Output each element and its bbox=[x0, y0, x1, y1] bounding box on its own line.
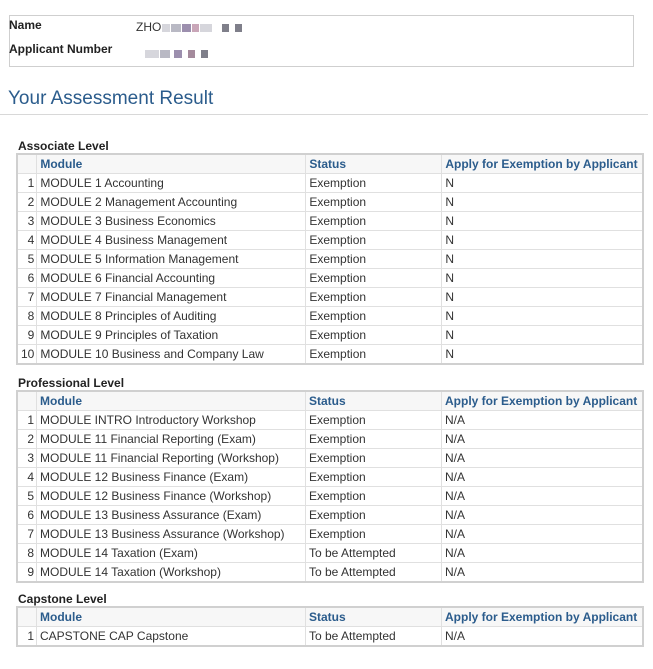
table-row bbox=[17, 345, 643, 365]
name-value-text: ZHO bbox=[136, 20, 162, 34]
status-cell: Exemption bbox=[306, 193, 442, 212]
table-row bbox=[17, 563, 643, 583]
header-exemption: Apply for Exemption by Applicant bbox=[442, 154, 643, 174]
exemption-cell: N bbox=[442, 307, 643, 326]
redaction-block bbox=[188, 50, 195, 58]
module-cell: MODULE 2 Management Accounting bbox=[37, 193, 306, 212]
row-number: 5 bbox=[17, 250, 37, 269]
module-cell: MODULE 12 Business Finance (Workshop) bbox=[37, 487, 306, 506]
exemption-cell: N bbox=[442, 193, 643, 212]
table-row bbox=[17, 411, 643, 430]
exemption-cell: N/A bbox=[442, 430, 644, 449]
table-body-associate bbox=[17, 174, 643, 365]
status-cell: To be Attempted bbox=[306, 563, 442, 583]
header-module: Module bbox=[37, 391, 306, 411]
row-number: 1 bbox=[17, 411, 37, 430]
row-number: 1 bbox=[17, 174, 37, 193]
exemption-cell: N/A bbox=[442, 525, 644, 544]
row-number: 3 bbox=[17, 449, 37, 468]
exemption-cell: N/A bbox=[442, 544, 644, 563]
table-row bbox=[17, 449, 643, 468]
row-number: 4 bbox=[17, 231, 37, 250]
row-number: 2 bbox=[17, 430, 37, 449]
table-row bbox=[17, 212, 643, 231]
redaction-block bbox=[200, 24, 212, 32]
exemption-cell: N/A bbox=[442, 411, 644, 430]
row-number: 4 bbox=[17, 468, 37, 487]
redaction-block bbox=[192, 24, 199, 32]
header-exemption: Apply for Exemption by Applicant bbox=[442, 391, 644, 411]
module-cell: MODULE 13 Business Assurance (Exam) bbox=[37, 506, 306, 525]
header-exemption: Apply for Exemption by Applicant bbox=[442, 607, 644, 627]
status-cell: Exemption bbox=[306, 212, 442, 231]
name-label: Name bbox=[9, 18, 42, 32]
table-row bbox=[17, 468, 643, 487]
exemption-cell: N/A bbox=[442, 487, 644, 506]
level-title-capstone: Capstone Level bbox=[18, 592, 107, 606]
table-row bbox=[17, 231, 643, 250]
module-cell: MODULE 11 Financial Reporting (Exam) bbox=[37, 430, 306, 449]
table-row bbox=[17, 250, 643, 269]
status-cell: Exemption bbox=[306, 430, 442, 449]
exemption-cell: N bbox=[442, 212, 643, 231]
table-row bbox=[17, 174, 643, 193]
title-divider bbox=[0, 114, 648, 115]
redaction-block bbox=[162, 24, 170, 32]
status-cell: Exemption bbox=[306, 506, 442, 525]
exemption-cell: N bbox=[442, 326, 643, 345]
header-module: Module bbox=[37, 154, 306, 174]
status-cell: Exemption bbox=[306, 231, 442, 250]
page-title: Your Assessment Result bbox=[8, 88, 214, 109]
row-number: 7 bbox=[17, 288, 37, 307]
table-row bbox=[17, 269, 643, 288]
results-table-capstone bbox=[16, 606, 644, 647]
exemption-cell: N bbox=[442, 231, 643, 250]
status-cell: Exemption bbox=[306, 307, 442, 326]
table-row bbox=[17, 506, 643, 525]
redaction-block bbox=[174, 50, 182, 58]
header-status: Status bbox=[306, 154, 442, 174]
module-cell: MODULE 10 Business and Company Law bbox=[37, 345, 306, 365]
redaction-block bbox=[201, 50, 208, 58]
row-number: 2 bbox=[17, 193, 37, 212]
exemption-cell: N/A bbox=[442, 468, 644, 487]
redaction-block bbox=[160, 50, 170, 58]
applicant-info-box bbox=[9, 15, 634, 67]
module-cell: MODULE 9 Principles of Taxation bbox=[37, 326, 306, 345]
row-number: 5 bbox=[17, 487, 37, 506]
header-status: Status bbox=[306, 607, 442, 627]
exemption-cell: N bbox=[442, 345, 643, 365]
exemption-cell: N bbox=[442, 269, 643, 288]
redaction-block bbox=[182, 24, 191, 32]
exemption-cell: N bbox=[442, 288, 643, 307]
row-number: 7 bbox=[17, 525, 37, 544]
module-cell: MODULE 4 Business Management bbox=[37, 231, 306, 250]
header-num bbox=[17, 391, 37, 411]
table-header-row bbox=[17, 154, 643, 174]
redaction-block bbox=[235, 24, 242, 32]
exemption-cell: N/A bbox=[442, 449, 644, 468]
table-row bbox=[17, 487, 643, 506]
header-num bbox=[17, 607, 37, 627]
table-header-row bbox=[17, 391, 643, 411]
table-row bbox=[17, 627, 643, 647]
module-cell: MODULE 6 Financial Accounting bbox=[37, 269, 306, 288]
row-number: 9 bbox=[17, 326, 37, 345]
status-cell: To be Attempted bbox=[306, 627, 442, 647]
row-number: 6 bbox=[17, 506, 37, 525]
status-cell: Exemption bbox=[306, 468, 442, 487]
exemption-cell: N/A bbox=[442, 563, 644, 583]
table-row bbox=[17, 307, 643, 326]
header-num bbox=[17, 154, 37, 174]
module-cell: MODULE 11 Financial Reporting (Workshop) bbox=[37, 449, 306, 468]
row-number: 8 bbox=[17, 307, 37, 326]
status-cell: Exemption bbox=[306, 487, 442, 506]
table-row bbox=[17, 288, 643, 307]
table-row bbox=[17, 193, 643, 212]
table-body-professional bbox=[17, 411, 643, 583]
header-module: Module bbox=[37, 607, 306, 627]
results-table-associate bbox=[16, 153, 644, 365]
table-row bbox=[17, 525, 643, 544]
applicant-number-label: Applicant Number bbox=[9, 42, 113, 56]
row-number: 9 bbox=[17, 563, 37, 583]
redaction-block bbox=[145, 50, 159, 58]
row-number: 10 bbox=[17, 345, 37, 365]
module-cell: MODULE 8 Principles of Auditing bbox=[37, 307, 306, 326]
name-value bbox=[136, 20, 242, 34]
redaction-block bbox=[222, 24, 229, 32]
exemption-cell: N bbox=[442, 250, 643, 269]
table-row bbox=[17, 326, 643, 345]
status-cell: Exemption bbox=[306, 288, 442, 307]
table-row bbox=[17, 430, 643, 449]
status-cell: Exemption bbox=[306, 345, 442, 365]
module-cell: MODULE 14 Taxation (Exam) bbox=[37, 544, 306, 563]
redaction-block bbox=[171, 24, 181, 32]
module-cell: MODULE INTRO Introductory Workshop bbox=[37, 411, 306, 430]
status-cell: Exemption bbox=[306, 525, 442, 544]
header-status: Status bbox=[306, 391, 442, 411]
row-number: 8 bbox=[17, 544, 37, 563]
module-cell: CAPSTONE CAP Capstone bbox=[37, 627, 306, 647]
status-cell: Exemption bbox=[306, 449, 442, 468]
table-header-row bbox=[17, 607, 643, 627]
status-cell: Exemption bbox=[306, 174, 442, 193]
status-cell: Exemption bbox=[306, 411, 442, 430]
exemption-cell: N bbox=[442, 174, 643, 193]
module-cell: MODULE 1 Accounting bbox=[37, 174, 306, 193]
table-body-capstone bbox=[17, 627, 643, 647]
module-cell: MODULE 3 Business Economics bbox=[37, 212, 306, 231]
table-row bbox=[17, 544, 643, 563]
status-cell: Exemption bbox=[306, 326, 442, 345]
module-cell: MODULE 7 Financial Management bbox=[37, 288, 306, 307]
module-cell: MODULE 14 Taxation (Workshop) bbox=[37, 563, 306, 583]
module-cell: MODULE 13 Business Assurance (Workshop) bbox=[37, 525, 306, 544]
status-cell: Exemption bbox=[306, 250, 442, 269]
module-cell: MODULE 5 Information Management bbox=[37, 250, 306, 269]
applicant-number-value bbox=[144, 46, 208, 60]
row-number: 6 bbox=[17, 269, 37, 288]
row-number: 3 bbox=[17, 212, 37, 231]
level-title-associate: Associate Level bbox=[18, 139, 109, 153]
results-table-professional bbox=[16, 390, 644, 583]
level-title-professional: Professional Level bbox=[18, 376, 125, 390]
row-number: 1 bbox=[17, 627, 37, 647]
exemption-cell: N/A bbox=[442, 506, 644, 525]
module-cell: MODULE 12 Business Finance (Exam) bbox=[37, 468, 306, 487]
status-cell: To be Attempted bbox=[306, 544, 442, 563]
exemption-cell: N/A bbox=[442, 627, 644, 647]
status-cell: Exemption bbox=[306, 269, 442, 288]
